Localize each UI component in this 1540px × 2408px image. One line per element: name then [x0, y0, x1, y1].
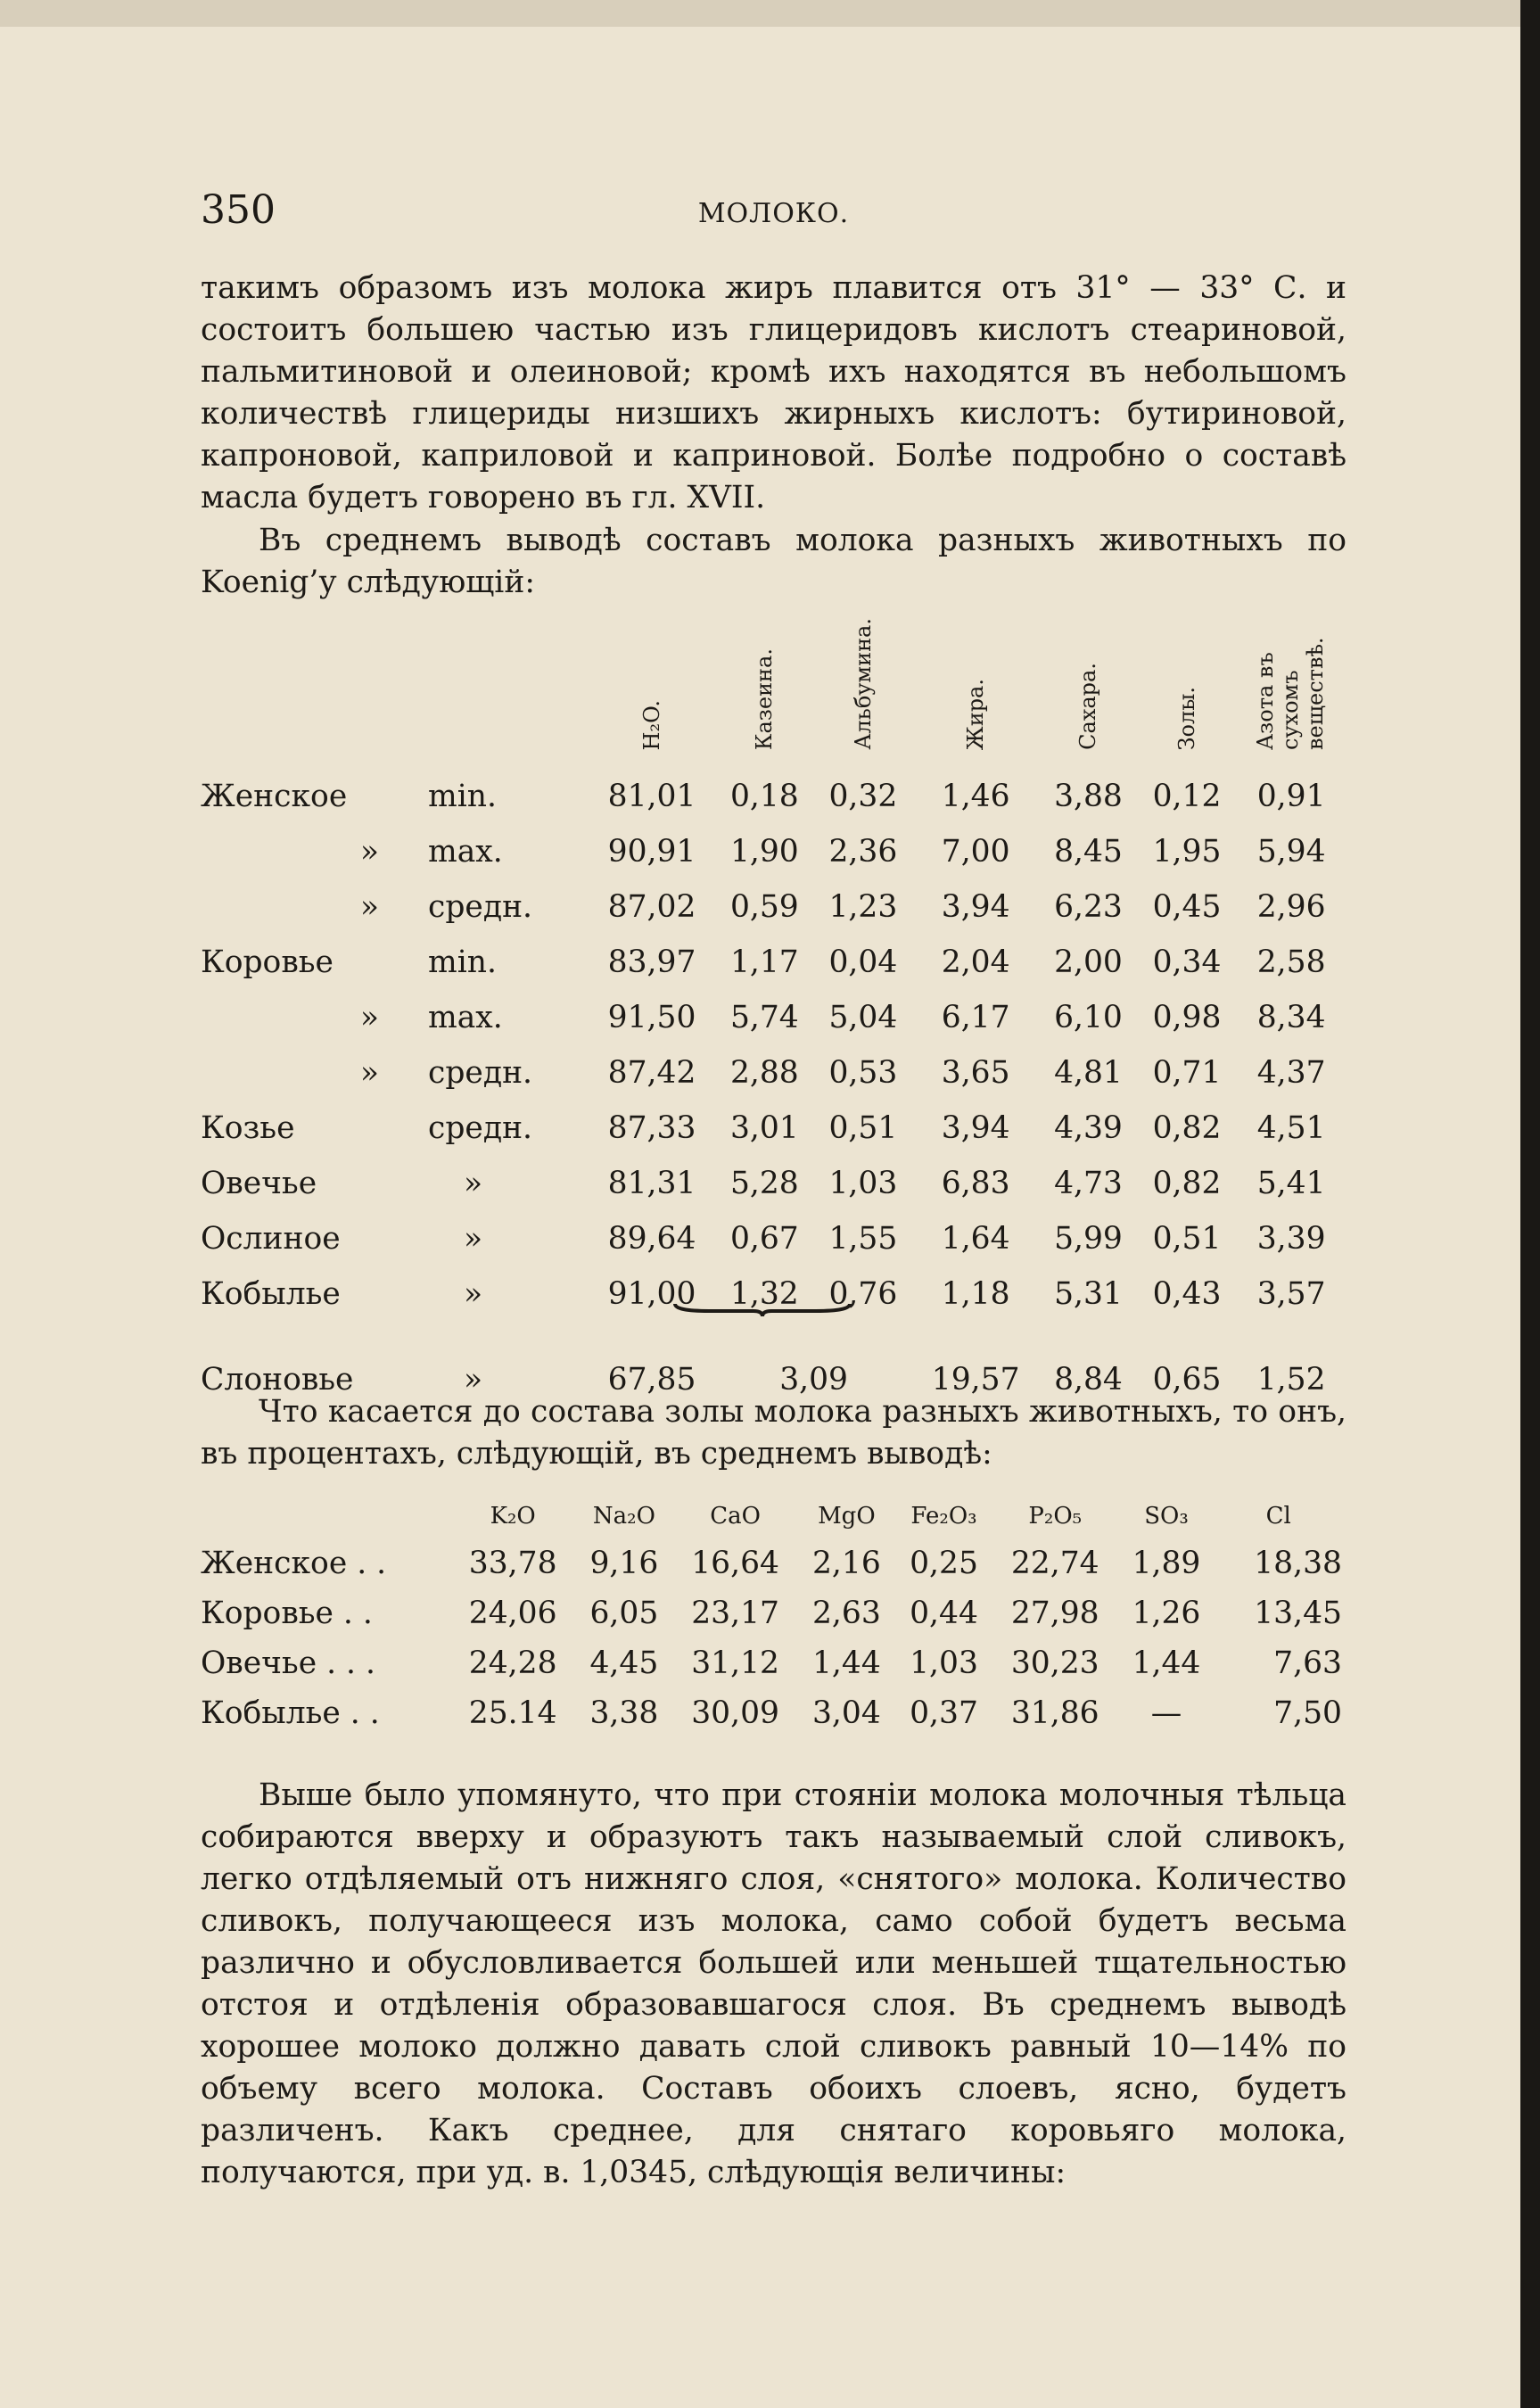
cell-value: 6,05: [589, 1596, 659, 1631]
table-row: [201, 1156, 1346, 1211]
col-header-fat: Жира.: [963, 678, 989, 750]
cell-value: 8,45: [1054, 834, 1123, 870]
cell-value: 3,04: [811, 1695, 881, 1731]
composition-header-row: [201, 606, 1346, 769]
paragraph-fat-melting: такимъ образомъ изъ молока жиръ плавится отъ 31° — 33° С. и состоитъ большею частью изъ глицеридовъ кислотъ стеариновой, пальмитиновой и олеиновой; кромѣ ихъ находятся въ небольшомъ количествѣ глицериды низшихъ жирныхъ кислотъ: бутириновой, капроновой, каприловой и каприновой. Болѣе подробно о составѣ масла будетъ говорено въ гл. XVII.: [201, 270, 1346, 515]
table-row: [201, 1211, 1346, 1266]
cell-value: 9,16: [589, 1546, 659, 1581]
table-row: [201, 879, 1346, 935]
cell-value: 0,98: [1152, 1000, 1222, 1035]
col-header-cao: CaO: [710, 1503, 761, 1530]
cell-value: 1,46: [941, 779, 1010, 814]
row-stat: max.: [428, 1000, 503, 1035]
cell-value: 1,03: [910, 1645, 978, 1681]
brace-icon: [673, 1300, 852, 1318]
table-row: [201, 1688, 1346, 1738]
cell-value: 7,63: [1273, 1645, 1342, 1681]
cell-value: 4,73: [1054, 1166, 1123, 1201]
row-animal: Женское: [201, 779, 348, 814]
cell-value: 5,74: [729, 1000, 799, 1035]
cell-value: 0,04: [828, 944, 898, 980]
cell-value: 5,31: [1054, 1276, 1123, 1312]
cell-value: 1,55: [828, 1221, 898, 1257]
row-stat: »: [464, 1362, 483, 1398]
cell-value: 0,44: [910, 1596, 978, 1631]
cell-value: 67,85: [607, 1362, 696, 1398]
cell-value: 6,10: [1054, 1000, 1123, 1035]
scan-top-margin: [0, 0, 1540, 27]
table-row: [201, 935, 1346, 990]
cell-value: 3,94: [941, 889, 1010, 925]
cell-value: 0,32: [828, 779, 898, 814]
page-header: [201, 187, 1346, 241]
row-stat: средн.: [428, 1055, 533, 1091]
row-stat: min.: [428, 779, 497, 814]
cell-value: 1,32: [729, 1276, 799, 1312]
cell-value: 0,59: [729, 889, 799, 925]
ash-header-row: [201, 1494, 1346, 1538]
cell-value: 3,88: [1054, 779, 1123, 814]
row-animal: Коровье: [201, 944, 334, 980]
col-header-ash: Золы.: [1174, 686, 1199, 750]
table-row: [201, 1638, 1346, 1688]
cell-value: 87,42: [607, 1055, 696, 1091]
cell-value: 7,00: [941, 834, 1010, 870]
cell-value: 1,89: [1132, 1546, 1201, 1581]
cell-value: 0,18: [729, 779, 799, 814]
col-header-k2o: K₂O: [490, 1503, 536, 1530]
paragraph-ash-intro: Что касается до состава золы молока разныхъ животныхъ, то онъ, въ процентахъ, слѣдующій, въ среднемъ выводѣ:: [201, 1394, 1346, 1472]
cell-value: 87,33: [607, 1110, 696, 1146]
cell-value: 81,31: [607, 1166, 696, 1201]
cell-value: 2,88: [729, 1055, 799, 1091]
cell-value: 4,45: [589, 1645, 659, 1681]
cell-value: 30,23: [1010, 1645, 1099, 1681]
cell-value: 4,37: [1256, 1055, 1326, 1091]
row-animal: Овечье: [201, 1166, 317, 1201]
table-row: [201, 1101, 1346, 1156]
cell-value: 2,36: [828, 834, 898, 870]
table-row: [201, 1588, 1346, 1638]
cell-value: 81,01: [607, 779, 696, 814]
cell-value: 5,28: [729, 1166, 799, 1201]
cell-value: 0,91: [1256, 779, 1326, 814]
row-animal: »: [359, 889, 379, 925]
paragraph-koenig-intro: Въ среднемъ выводѣ составъ молока разныхъ животныхъ по Koenig’у слѣдующій:: [201, 523, 1346, 600]
row-stat: средн.: [428, 1110, 533, 1146]
table-row: [201, 990, 1346, 1045]
cell-value: 30,09: [691, 1695, 780, 1731]
running-title: МОЛОКО.: [697, 198, 850, 229]
cell-value: 91,50: [607, 1000, 696, 1035]
row-animal: Женское . .: [201, 1546, 387, 1581]
cell-value: 4,39: [1054, 1110, 1123, 1146]
cell-value: 1,52: [1256, 1362, 1326, 1398]
row-animal: Коровье . .: [201, 1596, 373, 1631]
cell-value: 1,44: [1132, 1645, 1201, 1681]
col-header-so3: SO₃: [1144, 1503, 1189, 1530]
table-row: [201, 769, 1346, 824]
row-animal: Кобылье . .: [201, 1695, 380, 1731]
cell-value: 24,06: [468, 1596, 557, 1631]
row-animal: Козье: [201, 1110, 295, 1146]
row-stat: »: [464, 1221, 483, 1257]
cell-value: 0,65: [1152, 1362, 1222, 1398]
cell-value: 4,51: [1256, 1110, 1326, 1146]
cell-value: 23,17: [691, 1596, 780, 1631]
table-row: [201, 824, 1346, 879]
cell-value: 3,39: [1256, 1221, 1326, 1257]
col-header-mgo: MgO: [818, 1503, 876, 1530]
cell-value: 0,67: [729, 1221, 799, 1257]
cell-value: 89,64: [607, 1221, 696, 1257]
col-header-na2o: Na₂O: [592, 1503, 655, 1530]
cell-value: 1,44: [811, 1645, 881, 1681]
cell-value: 1,23: [828, 889, 898, 925]
cell-value: 22,74: [1010, 1546, 1099, 1581]
table-row: [201, 1045, 1346, 1101]
cell-value: 1,90: [729, 834, 799, 870]
cell-value: 27,98: [1010, 1596, 1099, 1631]
cell-value: 1,17: [729, 944, 799, 980]
cell-value: 0,51: [1152, 1221, 1222, 1257]
page-number: 350: [201, 187, 276, 233]
cell-value: 1,18: [941, 1276, 1010, 1312]
cell-value: 2,58: [1256, 944, 1326, 980]
row-stat: »: [464, 1276, 483, 1312]
cell-value: —: [1150, 1695, 1182, 1731]
cell-value: 0,43: [1152, 1276, 1222, 1312]
col-header-casein: Казеина.: [752, 647, 778, 750]
cell-value: 5,41: [1256, 1166, 1326, 1201]
cell-value: 16,64: [691, 1546, 780, 1581]
table-row: [201, 1538, 1346, 1588]
cell-value: 6,23: [1054, 889, 1123, 925]
cell-value: 3,57: [1256, 1276, 1326, 1312]
col-header-p2o5: P₂O₅: [1028, 1503, 1083, 1530]
cell-value: 0,76: [828, 1276, 898, 1312]
cell-value: 5,94: [1256, 834, 1326, 870]
cell-value: 31,86: [1010, 1695, 1099, 1731]
col-header-water: H₂O.: [639, 699, 665, 750]
cell-value: 0,82: [1152, 1166, 1222, 1201]
cell-value: 0,82: [1152, 1110, 1222, 1146]
cell-value: 7,50: [1273, 1695, 1342, 1731]
paragraph-cream: Выше было упомянуто, что при стоянiи молока молочныя тѣльца собираются вверху и образуютъ такъ называемый слой сливокъ, легко отдѣляемый отъ нижняго слоя, «снятого» молока. Количество сливокъ, получающееся изъ молока, само собой будетъ весьма различно и обусловливается большей или меньшей тщательностью отстоя и отдѣленiя образовавшагося слоя. Въ среднемъ выводѣ хорошее молоко должно давать слой сливокъ равный 10—14% по объему всего молока. Составъ обоихъ слоевъ, ясно, будетъ различенъ. Какъ среднее, для снятаго коровьяго молока, получаются, при уд. в. 1,0345, слѣдующiя величины:: [201, 1777, 1346, 2190]
cell-value: 0,34: [1152, 944, 1222, 980]
cell-value: 3,65: [941, 1055, 1010, 1091]
row-animal: Кобылье: [201, 1276, 341, 1312]
cell-value: 0,45: [1152, 889, 1222, 925]
row-animal: Слоновье: [201, 1362, 354, 1398]
cell-value: 0,12: [1152, 779, 1222, 814]
scan-binding-edge: [1520, 0, 1540, 2408]
cell-value: 1,64: [941, 1221, 1010, 1257]
row-stat: max.: [428, 834, 503, 870]
cell-value: 2,16: [811, 1546, 881, 1581]
cell-value: 3,94: [941, 1110, 1010, 1146]
cell-value: 5,04: [828, 1000, 898, 1035]
row-animal: »: [359, 1055, 379, 1091]
col-header-fe2o3: Fe₂O₃: [910, 1503, 977, 1530]
cell-value-casein-albumin: 3,09: [779, 1362, 849, 1398]
cell-value: 13,45: [1254, 1596, 1342, 1631]
row-stat: min.: [428, 944, 497, 980]
cell-value: 8,84: [1054, 1362, 1123, 1398]
row-stat: »: [464, 1166, 483, 1201]
cell-value: 19,57: [931, 1362, 1020, 1398]
cell-value: 3,01: [729, 1110, 799, 1146]
cell-value: 0,51: [828, 1110, 898, 1146]
cell-value: 2,63: [811, 1596, 881, 1631]
cell-value: 18,38: [1254, 1546, 1342, 1581]
cell-value: 1,26: [1132, 1596, 1201, 1631]
row-stat: средн.: [428, 889, 533, 925]
row-animal: Ослиное: [201, 1221, 341, 1257]
cell-value: 0,53: [828, 1055, 898, 1091]
cell-value: 25.14: [468, 1695, 557, 1731]
cell-value: 83,97: [607, 944, 696, 980]
cell-value: 91,00: [607, 1276, 696, 1312]
cell-value: 0,37: [910, 1695, 978, 1731]
cell-value: 1,95: [1152, 834, 1222, 870]
cell-value: 2,00: [1054, 944, 1123, 980]
cell-value: 2,96: [1256, 889, 1326, 925]
row-animal: »: [359, 834, 379, 870]
cell-value: 0,25: [910, 1546, 978, 1581]
cell-value: 4,81: [1054, 1055, 1123, 1091]
cell-value: 33,78: [468, 1546, 557, 1581]
cell-value: 31,12: [691, 1645, 780, 1681]
cell-value: 87,02: [607, 889, 696, 925]
col-header-albumin: Альбумина.: [850, 618, 876, 750]
cell-value: 8,34: [1256, 1000, 1326, 1035]
milk-composition-table: [201, 606, 1346, 1407]
cell-value: 2,04: [941, 944, 1010, 980]
col-header-sugar: Сахара.: [1075, 663, 1101, 750]
cell-value: 1,03: [828, 1166, 898, 1201]
col-header-cl: Cl: [1265, 1503, 1291, 1530]
cell-value: 3,38: [589, 1695, 659, 1731]
cell-value: 6,17: [941, 1000, 1010, 1035]
ash-composition-table: [201, 1494, 1346, 1738]
cell-value: 6,83: [941, 1166, 1010, 1201]
cell-value: 0,71: [1152, 1055, 1222, 1091]
cell-value: 5,99: [1054, 1221, 1123, 1257]
cell-value: 24,28: [468, 1645, 557, 1681]
cell-value: 90,91: [607, 834, 696, 870]
row-animal: »: [359, 1000, 379, 1035]
col-header-nitrogen: Азота въ сухомъ веществѣ.: [1253, 637, 1329, 750]
row-animal: Овечье . . .: [201, 1645, 375, 1681]
